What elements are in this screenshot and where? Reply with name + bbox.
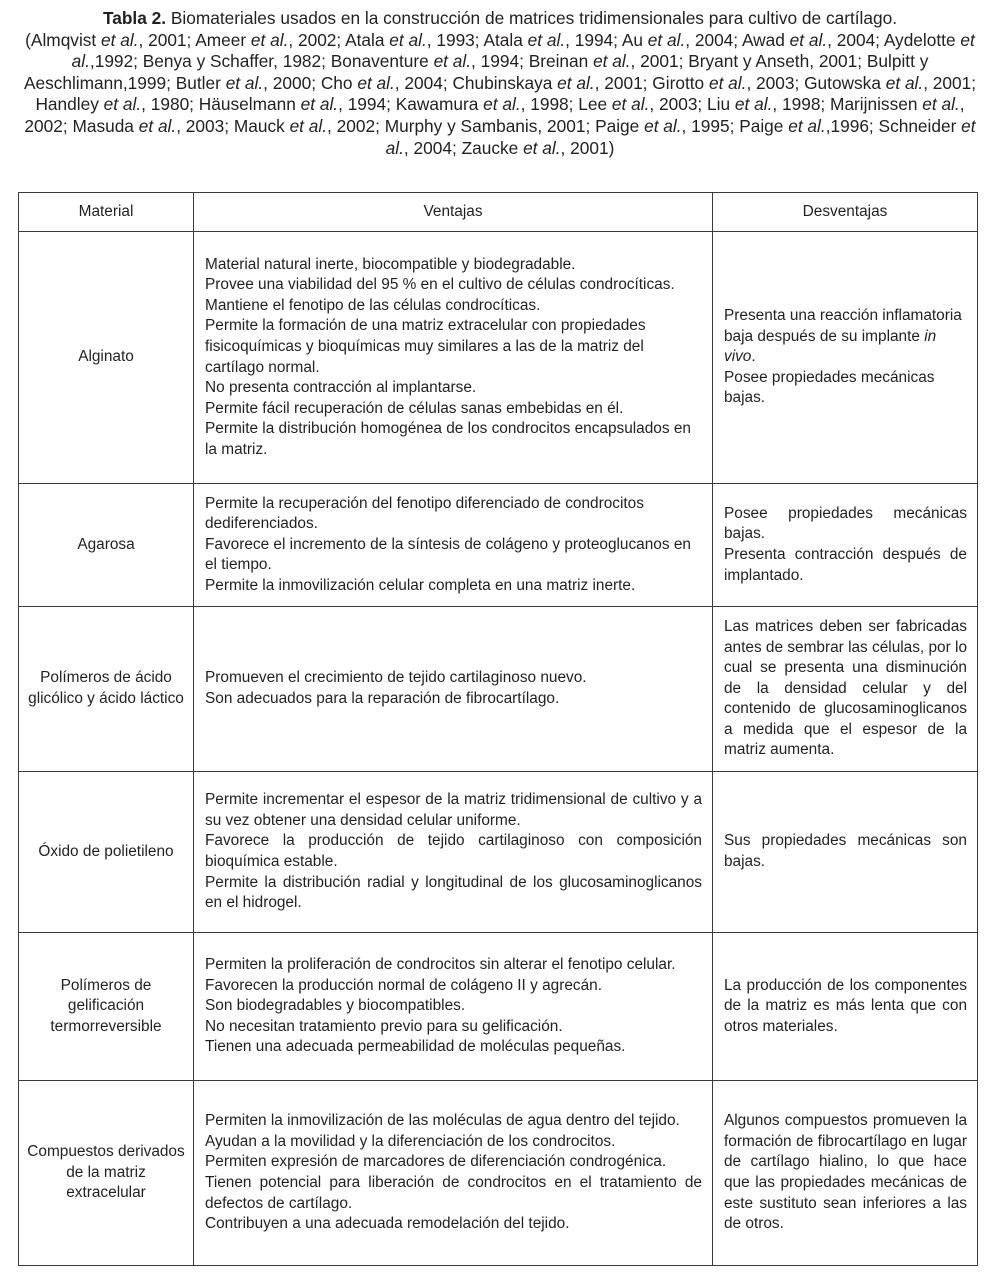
citation: Schneider et al., 2004; [385, 115, 976, 158]
ventaja-item: Permite la distribución homogénea de los condrocitos encapsulados en la matriz. [205, 420, 691, 458]
citation: Häuselmann et al., 1994; [198, 94, 396, 115]
citation: (Almqvist et al., 2001; [25, 29, 196, 50]
citation: Atala et al., 1994; [483, 29, 622, 50]
citation: Gutowska et al., 2001; [804, 72, 977, 93]
ventaja-item: Son adecuados para la reparación de fibrocartílago. [205, 690, 560, 707]
table-row [19, 484, 978, 607]
citation: Zaucke et al., 2001) [461, 137, 615, 158]
citation: Murphy y Sambanis, 2001; [384, 115, 596, 136]
citation: Benya y Schaffer, 1982; [142, 51, 331, 72]
material-cell: Compuestos derivados de la matriz extracelular [19, 1081, 194, 1266]
table-row [19, 772, 978, 933]
ventaja-item: Permiten la proliferación de condrocitos sin alterar el fenotipo celular. [205, 956, 676, 974]
ventaja-item: Permite la inmovilización celular completa en una matriz inerte. [205, 576, 636, 594]
citation: Aydelotte et al.,1992; [71, 29, 975, 72]
ventajas-cell [194, 484, 713, 607]
citation: Kawamura et al., 1998; [395, 94, 579, 115]
ventaja-item: Permite incrementar el espesor de la matriz tridimensional de cultivo y a su vez obtener una densidad celular uniforme. [205, 791, 702, 829]
material-cell: Polímeros de gelificación termorreversible [19, 933, 194, 1081]
citation: Girotto et al., 2003; [652, 72, 805, 93]
citation: Butler et al., 2000; [175, 72, 321, 93]
citation: Liu et al., 1998; [707, 94, 831, 115]
citation: Cho et al., 2004; [320, 72, 453, 93]
table-caption [20, 8, 980, 159]
citation: Lee et al., 2003; [578, 94, 708, 115]
desventaja-item: Presenta contracción después de implantado. [724, 546, 967, 584]
ventaja-item: Promueven el crecimiento de tejido cartilaginoso nuevo. [205, 669, 587, 687]
ventaja-item: No necesitan tratamiento previo para su gelificación. [205, 1017, 563, 1035]
ventaja-item: Material natural inerte, biocompatible y biodegradable. [205, 255, 576, 273]
citation: Paige et al., 1995; [595, 115, 740, 136]
desventajas-cell [713, 1081, 978, 1266]
header-material: Material [19, 193, 194, 232]
table-row [19, 232, 978, 484]
citation: Ameer et al., 2002; [195, 29, 346, 50]
citation: Bonaventure et al., 1994; [330, 51, 529, 72]
citation: Bryant y Anseth, 2001; [688, 51, 867, 72]
caption-citations [24, 30, 976, 158]
table-row [19, 1081, 978, 1266]
ventaja-item: Permite la recuperación del fenotipo diferenciado de condrocitos dediferenciados. [205, 494, 644, 533]
citation: Masuda et al., 2003; [72, 115, 234, 136]
ventaja-item: Tienen potencial para liberación de condrocitos en el tratamiento de defectos de cartílago. [205, 1174, 702, 1212]
citation: Marijnissen et al., 2002; [24, 94, 965, 136]
desventaja-item: Las matrices deben ser fabricadas antes de sembrar las células, por lo cual se presenta una disminución de la densidad celular y del contenido de glucosaminoglicanos a medida que el espesor de la matriz aumenta. [724, 617, 967, 759]
desventajas-cell [713, 484, 978, 607]
ventaja-item: Permite la distribución radial y longitudinal de los glucosaminoglicanos en el hidrogel. [205, 873, 702, 912]
citation: Paige et al.,1996; [739, 115, 879, 136]
ventaja-item: Favorece la producción de tejido cartilaginoso con composición bioquímica estable. [205, 832, 702, 870]
ventaja-item: Contribuyen a una adecuada remodelación del tejido. [205, 1215, 570, 1233]
ventaja-item: Favorece el incremento de la síntesis de colágeno y proteoglucanos en el tiempo. [205, 535, 691, 574]
citation: Handley et al., 1980; [35, 94, 199, 115]
ventaja-item: Permite fácil recuperación de células sanas embebidas en él. [205, 399, 624, 417]
table-row [19, 607, 978, 772]
desventajas-cell [713, 933, 978, 1081]
ventaja-item: Permiten expresión de marcadores de diferenciación condrogénica. [205, 1153, 667, 1171]
caption-label: Tabla 2. [102, 8, 167, 28]
ventaja-item: No presenta contracción al implantarse. [205, 379, 477, 397]
desventaja-item: Presenta una reacción inflamatoria baja después de su implante in vivo. [724, 307, 962, 366]
ventaja-item: Son biodegradables y biocompatibles. [205, 997, 466, 1015]
ventaja-item: Permite la formación de una matriz extracelular con propiedades fisicoquímicas y bioquímicas muy similares a las de la matriz del cartílago normal. [205, 317, 646, 376]
desventaja-item: Sus propiedades mecánicas son bajas. [724, 832, 967, 870]
ventaja-item: Favorecen la producción normal de colágeno II y agrecán. [205, 976, 602, 994]
ventaja-item: Ayudan a la movilidad y la diferenciación de los condrocitos. [205, 1132, 616, 1150]
desventaja-item: Posee propiedades mecánicas bajas. [724, 368, 935, 407]
citation: Breinan et al., 2001; [528, 51, 689, 72]
citation: Atala et al., 1993; [345, 29, 484, 50]
material-cell: Óxido de polietileno [19, 772, 194, 933]
material-cell: Alginato [19, 232, 194, 484]
ventaja-item: Mantiene el fenotipo de las células condrocíticas. [205, 296, 541, 314]
table-row [19, 933, 978, 1081]
citation: Chubinskaya et al., 2001; [452, 72, 653, 93]
desventaja-item: La producción de los componentes de la matriz es más lenta que con otros materiales. [724, 976, 967, 1035]
header-ventajas: Ventajas [194, 193, 713, 232]
ventajas-cell [194, 607, 713, 772]
ventajas-cell [194, 232, 713, 484]
desventajas-cell [713, 607, 978, 772]
header-desventajas: Desventajas [713, 193, 978, 232]
citation: Au et al., 2004; [621, 29, 742, 50]
material-cell: Agarosa [19, 484, 194, 607]
citation: Bulpitt y Aeschlimann,1999; [23, 51, 929, 93]
citation: Mauck et al., 2002; [233, 115, 385, 136]
caption-title: Biomateriales usados en la construcción de matrices tridimensionales para cultivo de cartílago. [166, 8, 898, 28]
material-cell: Polímeros de ácido glicólico y ácido láctico [19, 607, 194, 772]
ventajas-cell [194, 772, 713, 933]
ventajas-cell [194, 933, 713, 1081]
table-header-row [19, 193, 978, 232]
desventajas-cell [713, 232, 978, 484]
desventaja-item: Posee propiedades mecánicas bajas. [724, 504, 967, 543]
desventajas-cell [713, 772, 978, 933]
citation: Awad et al., 2004; [741, 29, 884, 50]
ventaja-item: Permiten la inmovilización de las moléculas de agua dentro del tejido. [205, 1112, 680, 1130]
ventaja-item: Tienen una adecuada permeabilidad de moléculas pequeñas. [205, 1038, 626, 1056]
ventajas-cell [194, 1081, 713, 1266]
ventaja-item: Provee una viabilidad del 95 % en el cultivo de células condrocíticas. [205, 276, 675, 294]
biomaterials-table [18, 192, 978, 1266]
desventaja-item: Algunos compuestos promueven la formación de fibrocartílago en lugar de cartílago hialino, lo que hace que las propiedades mecánicas de este sustituto sean inferiores a las de otros. [724, 1112, 967, 1233]
